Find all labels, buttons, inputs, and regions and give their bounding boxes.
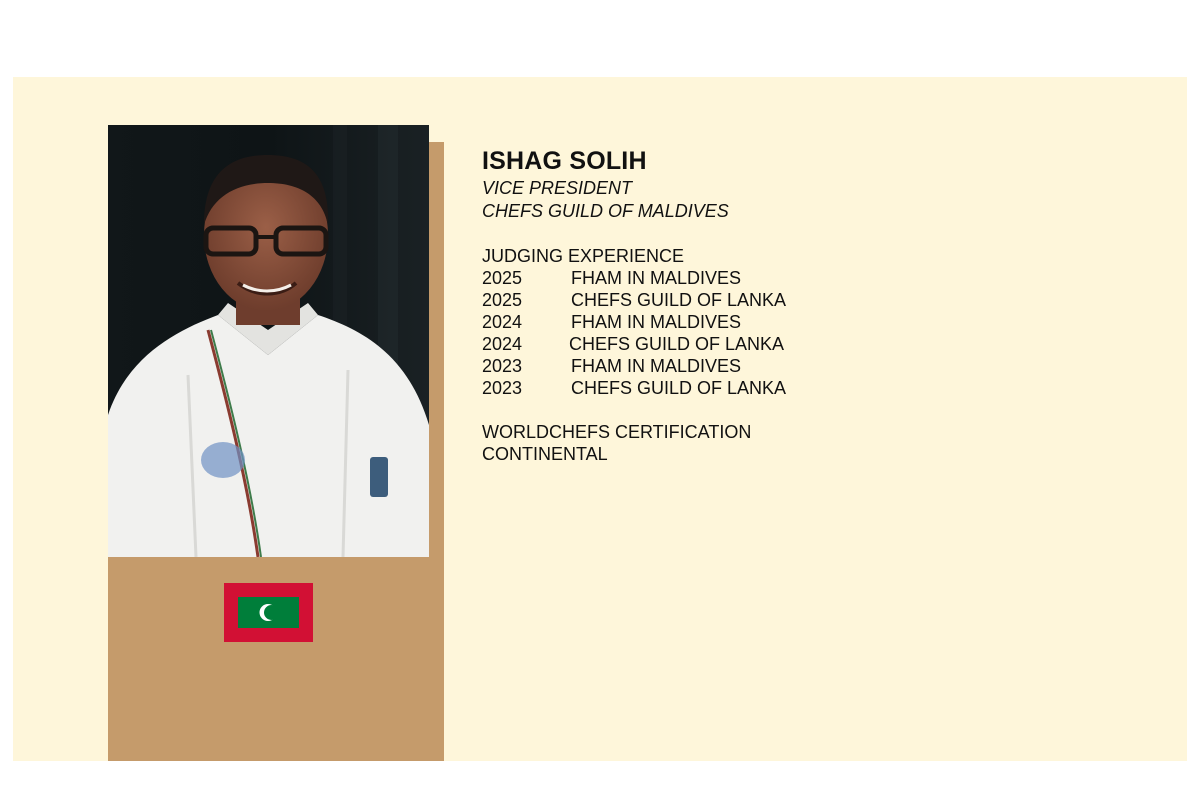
entry-year: 2023 [482, 378, 523, 398]
certification-section [482, 421, 1082, 465]
chef-portrait [108, 125, 429, 557]
judging-heading: JUDGING EXPERIENCE [482, 246, 685, 266]
judging-entry [482, 289, 1082, 311]
person-organization: CHEFS GUILD OF MALDIVES [482, 201, 729, 221]
entry-event: CHEFS GUILD OF LANKA [571, 290, 787, 310]
judging-entry [482, 311, 1082, 333]
certification-title: WORLDCHEFS CERTIFICATION [482, 422, 752, 442]
crescent-icon [238, 597, 299, 628]
bio-text [482, 145, 1082, 465]
judging-entry [482, 267, 1082, 289]
entry-event: CHEFS GUILD OF LANKA [569, 334, 785, 354]
judging-entry [482, 355, 1082, 377]
entry-year: 2024 [482, 312, 523, 332]
maldives-flag-icon [224, 583, 313, 642]
certification-level: CONTINENTAL [482, 444, 608, 464]
judging-entry [482, 377, 1082, 399]
person-name: ISHAG SOLIH [482, 147, 647, 175]
entry-year: 2024 [482, 334, 523, 354]
entry-year: 2025 [482, 268, 523, 288]
entry-event: FHAM IN MALDIVES [571, 356, 742, 376]
judging-entry [482, 333, 1082, 355]
entry-event: FHAM IN MALDIVES [571, 312, 742, 332]
entry-year: 2023 [482, 356, 523, 376]
judging-section [482, 245, 1082, 399]
entry-event: FHAM IN MALDIVES [571, 268, 742, 288]
entry-year: 2025 [482, 290, 523, 310]
flag-green-field [238, 597, 299, 628]
entry-event: CHEFS GUILD OF LANKA [571, 378, 787, 398]
person-role: VICE PRESIDENT [482, 178, 633, 198]
